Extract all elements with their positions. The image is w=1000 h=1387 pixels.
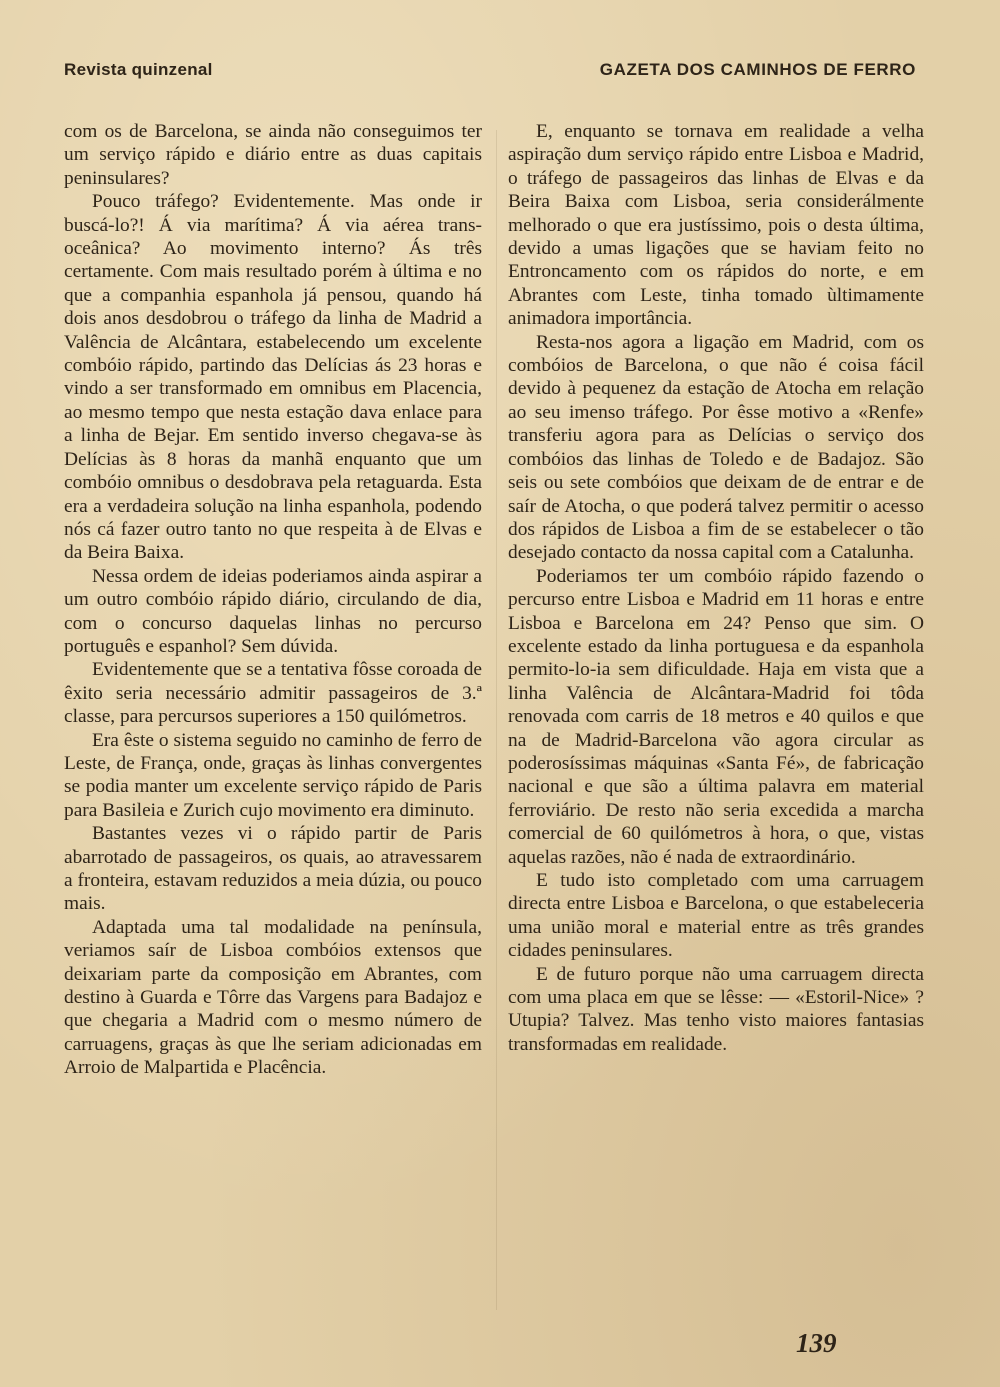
paragraph: Evidentemente que se a tentativa fôsse coroada de êxito seria necessário admitir passageiros de 3.ª classe, para percursos superiores a 150 quilómetros. — [64, 659, 482, 728]
right-column — [508, 120, 924, 1056]
paragraph: E tudo isto completado com uma carruagem directa entre Lisboa e Barcelona, o que estabeleceria uma união moral e material entre as três grandes cidades peninsulares. — [508, 870, 924, 962]
paragraph: Nessa ordem de ideias poderiamos ainda aspirar a um outro combóio rápido diário, circulando de dia, com o concurso daquelas linhas no percurso português e espanhol? Sem dúvida. — [64, 565, 482, 657]
paragraph: Era êste o sistema seguido no caminho de ferro de Leste, de França, onde, graças às linhas convergentes se podia manter um excelente serviço rápido de Paris para Basileia e Zurich cujo movimento era diminuto. — [64, 729, 482, 821]
header-magazine-title: GAZETA DOS CAMINHOS DE FERRO — [599, 60, 916, 79]
paragraph: Pouco tráfego? Evidentemente. Mas onde ir buscá-lo?! Á via marítima? Á via aérea trans-oceânica? Ao movimento interno? Ás três certamente. Com mais resultado porém à última e no que a companhia espanhola já pensou, quando há dois anos desdobrou o tráfego da linha de Madrid a Valência de Alcântara, estabelecendo um excelente combóio rápido, partindo das Delícias ás 23 horas e vindo a ser transformado em omnibus em Placencia, ao mesmo tempo que nesta estação dava enlace para a linha de Bejar. Em sentido inverso chegava-se às Delícias às 8 horas da manhã enquanto que um combóio omnibus o desdobrava pela retaguarda. Esta era a verdadeira solução na linha espanhola, podendo nós cá fazer outro tanto no que respeita à de Elvas e da Beira Baixa. — [64, 191, 482, 564]
left-column — [64, 120, 482, 1080]
paragraph: Poderiamos ter um combóio rápido fazendo o percurso entre Lisboa e Madrid em 11 horas e entre Lisboa e Barcelona em 24? Penso que sim. O excelente estado da linha portuguesa e da espanhola permito-lo-ia sem dificuldade. Haja em vista que a linha Valência de Alcântara-Madrid foi tôda renovada com carris de 18 metros e 40 quilos e que na de Madrid-Barcelona vão agora circular as poderosíssimas máquinas «Santa Fé», de fabricação nacional e que são a última palavra em material ferroviário. De resto não seria excedida a marcha comercial de 60 quilómetros à hora, o que, vistas aquelas razões, não é nada de extraordinário. — [508, 565, 924, 868]
page-number: 139 — [796, 1328, 837, 1358]
paragraph: Adaptada uma tal modalidade na península, veriamos saír de Lisboa combóios extensos que deixariam parte da composição em Abrantes, com destino à Guarda e Tôrre das Vargens para Badajoz e que chegaria a Madrid com o mesmo número de carruagens, graças às que lhe seriam adicionadas em Arroio de Malpartida e Placência. — [64, 916, 482, 1079]
paragraph: Resta-nos agora a ligação em Madrid, com os combóios de Barcelona, o que não é coisa fácil devido à pequenez da estação de Atocha em relação ao seu imenso tráfego. Por êsse motivo a «Renfe» transferiu agora para as Delícias o serviço dos combóios das linhas de Toledo e de Badajoz. São seis ou sete combóios que deixam de de entrar e de saír de Atocha, o que poderá talvez permitir o acesso dos rápidos de Lisboa a fim de se estabelecer o tão desejado contacto da nossa capital com a Catalunha. — [508, 331, 924, 564]
column-divider — [496, 130, 497, 1310]
paragraph: com os de Barcelona, se ainda não conseguimos ter um serviço rápido e diário entre as duas capitais peninsulares? — [64, 121, 482, 189]
paragraph: Bastantes vezes vi o rápido partir de Paris abarrotado de passageiros, os quais, ao atravessarem a fronteira, estavam reduzidos a meia dúzia, ou pouco mais. — [64, 823, 482, 915]
paragraph: E de futuro porque não uma carruagem directa com uma placa em que se lêsse: — «Estoril-Nice» ? Utupia? Talvez. Mas tenho visto maiores fantasias transformadas em realidade. — [508, 963, 924, 1055]
header-publication-frequency: Revista quinzenal — [64, 60, 213, 79]
paragraph: E, enquanto se tornava em realidade a velha aspiração dum serviço rápido entre Lisboa e Madrid, o tráfego de passageiros das linhas de Elvas e da Beira Baixa com Lisboa, seria considerálmente melhorado o que era justíssimo, pois o desta última, devido a umas ligações que se haviam feito no Entroncamento com os rápidos do norte, e em Abrantes com Leste, tinha tomado ùltimamente animadora importância. — [508, 121, 924, 330]
